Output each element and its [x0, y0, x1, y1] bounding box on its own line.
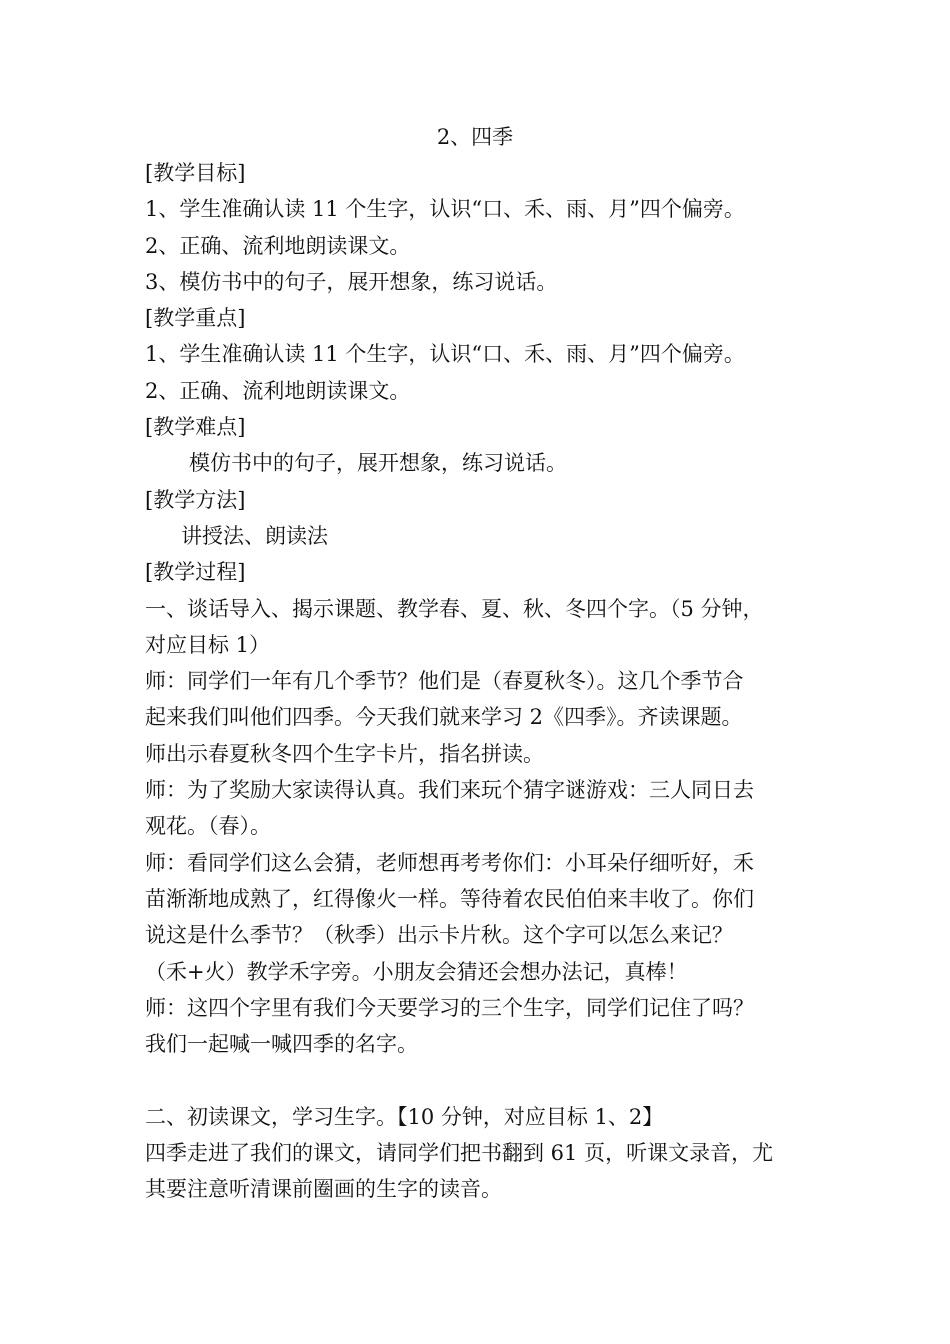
section-heading-difficulties: [教学难点]	[145, 415, 246, 440]
difficulty-item: 模仿书中的句子，展开想象，练习说话。	[189, 451, 567, 476]
paragraph-line: 起来我们叫他们四季。今天我们就来学习 2《四季》。齐读课题。	[145, 705, 743, 730]
paragraph-line: 二、初读课文，学习生字。【10 分钟，对应目标 1、2】	[145, 1104, 664, 1129]
section-heading-methods: [教学方法]	[145, 487, 246, 512]
objective-item: 1、学生准确认读 11 个生字，认识“口、禾、雨、月”四个偏旁。	[145, 197, 745, 222]
objective-item: 2、正确、流利地朗读课文。	[145, 233, 411, 258]
paragraph-line: 一、谈话导入、揭示课题、教学春、夏、秋、冬四个字。（5 分钟，	[145, 596, 764, 621]
paragraph-line: 我们一起喊一喊四季的名字。	[145, 1032, 418, 1057]
document-body	[145, 155, 810, 1208]
key-point-item: 2、正确、流利地朗读课文。	[145, 378, 411, 403]
paragraph-line: 说这是什么季节？（秋季）出示卡片秋。这个字可以怎么来记？	[145, 923, 733, 948]
document-title: 2、四季	[436, 125, 514, 149]
method-item: 讲授法、朗读法	[181, 523, 328, 548]
paragraph-line: 观花。（春）。	[145, 814, 271, 839]
paragraph-line: 对应目标 1）	[145, 632, 271, 657]
paragraph-line: 其要注意听清课前圈画的生字的读音。	[145, 1177, 502, 1202]
paragraph-line: 师出示春夏秋冬四个生字卡片，指名拼读。	[145, 741, 544, 766]
key-point-item: 1、学生准确认读 11 个生字，认识“口、禾、雨、月”四个偏旁。	[145, 342, 745, 367]
paragraph-line: （禾+火）教学禾字旁。小朋友会猜还会想办法记，真棒！	[145, 959, 688, 984]
blank-line	[145, 1062, 810, 1098]
section-heading-key-points: [教学重点]	[145, 306, 246, 331]
section-heading-objectives: [教学目标]	[145, 161, 246, 185]
paragraph-line: 师：这四个字里有我们今天要学习的三个生字，同学们记住了吗？	[145, 995, 754, 1020]
paragraph-line: 师：同学们一年有几个季节？他们是（春夏秋冬）。这几个季节合	[145, 669, 744, 694]
section-heading-process: [教学过程]	[145, 560, 246, 585]
paragraph-line: 四季走进了我们的课文，请同学们把书翻到 61 页，听课文录音，尤	[145, 1141, 774, 1166]
paragraph-line: 师：看同学们这么会猜，老师想再考考你们：小耳朵仔细听好，禾	[145, 850, 754, 875]
paragraph-line: 师：为了奖励大家读得认真。我们来玩个猜字谜游戏：三人同日去	[145, 778, 754, 803]
objective-item: 3、模仿书中的句子，展开想象，练习说话。	[145, 269, 558, 294]
paragraph-line: 苗渐渐地成熟了，红得像火一样。等待着农民伯伯来丰收了。你们	[145, 886, 754, 911]
